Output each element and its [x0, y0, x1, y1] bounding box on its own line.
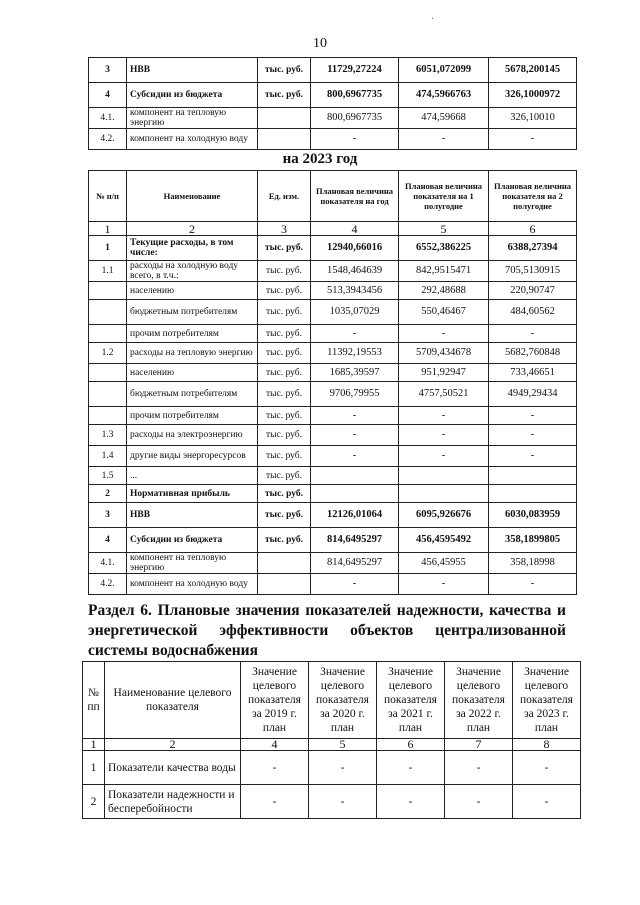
- row-number: 3: [89, 58, 127, 83]
- row-name: населению: [127, 282, 258, 300]
- row-number: 2: [89, 485, 127, 503]
- row-unit: [258, 553, 311, 574]
- header-year: Плановая величина показателя на год: [311, 171, 399, 222]
- indicator-value: -: [377, 785, 445, 819]
- value-year: 1035,07029: [311, 300, 399, 325]
- value-year: 12126,01064: [311, 503, 399, 528]
- row-name: компонент на холодную воду: [127, 574, 258, 595]
- value-half2: -: [489, 446, 577, 467]
- header-unit: Ед. изм.: [258, 171, 311, 222]
- row-unit: тыс. руб.: [258, 282, 311, 300]
- value-year: 1548,464639: [311, 261, 399, 282]
- header-2020: Значение целевого показателя за 2020 г. план: [309, 662, 377, 739]
- indicator-name: Показатели качества воды: [105, 751, 241, 785]
- value-half1: 842,9515471: [399, 261, 489, 282]
- table-row: [89, 503, 577, 528]
- row-name: другие виды энергоресурсов: [127, 446, 258, 467]
- indicator-value: -: [241, 785, 309, 819]
- value-half1: 5709,434678: [399, 343, 489, 364]
- header-2019: Значение целевого показателя за 2019 г. план: [241, 662, 309, 739]
- col-number: 6: [489, 222, 577, 236]
- row-unit: тыс. руб.: [258, 382, 311, 407]
- col-number: 4: [241, 739, 309, 751]
- row-unit: тыс. руб.: [258, 343, 311, 364]
- row-name: НВВ: [127, 503, 258, 528]
- scan-speck: ·: [431, 14, 435, 25]
- table-row: [89, 343, 577, 364]
- row-unit: тыс. руб.: [258, 236, 311, 261]
- value-year: -: [311, 407, 399, 425]
- value-half2: 326,1000972: [489, 83, 577, 108]
- indicator-value: -: [377, 751, 445, 785]
- row-name: Субсидии из бюджета: [127, 528, 258, 553]
- value-half1: 474,59668: [399, 108, 489, 129]
- value-half2: 4949,29434: [489, 382, 577, 407]
- value-half1: 456,45955: [399, 553, 489, 574]
- value-half1: -: [399, 129, 489, 150]
- row-number: 1: [83, 751, 105, 785]
- value-half2: 6388,27394: [489, 236, 577, 261]
- value-year: 513,3943456: [311, 282, 399, 300]
- table-row: [89, 129, 577, 150]
- row-number: 1.5: [89, 467, 127, 485]
- value-half1: [399, 467, 489, 485]
- row-number: 4.1.: [89, 553, 127, 574]
- value-half1: 550,46467: [399, 300, 489, 325]
- table-row: [89, 108, 577, 129]
- table-row: [89, 382, 577, 407]
- header-2023: Значение целевого показателя за 2023 г. план: [513, 662, 581, 739]
- value-half1: 6095,926676: [399, 503, 489, 528]
- table-row: [89, 528, 577, 553]
- value-half1: 951,92947: [399, 364, 489, 382]
- indicator-value: -: [445, 751, 513, 785]
- table-row: [89, 485, 577, 503]
- row-name: прочим потребителям: [127, 325, 258, 343]
- row-name: прочим потребителям: [127, 407, 258, 425]
- row-number: 1: [89, 236, 127, 261]
- value-half2: 220,90747: [489, 282, 577, 300]
- value-year: -: [311, 574, 399, 595]
- row-name: бюджетным потребителям: [127, 382, 258, 407]
- value-year: 800,6967735: [311, 83, 399, 108]
- value-year: -: [311, 425, 399, 446]
- header-half2: Плановая величина показателя на 2 полугодие: [489, 171, 577, 222]
- table-row: [89, 236, 577, 261]
- page-number: 10: [313, 36, 327, 51]
- table-row: [89, 574, 577, 595]
- value-half2: 733,46651: [489, 364, 577, 382]
- section-6-title: Раздел 6. Плановые значения показателей надежности, качества и энергетической эффективности объектов централизованной системы водоснабжения: [88, 602, 566, 659]
- row-name: Текущие расходы, в том числе:: [127, 236, 258, 261]
- row-name: расходы на тепловую энергию: [127, 343, 258, 364]
- row-number: [89, 382, 127, 407]
- value-half2: 5682,760848: [489, 343, 577, 364]
- col-number: 5: [309, 739, 377, 751]
- budget-table-2022-tail: [88, 57, 577, 150]
- row-name: расходы на электроэнергию: [127, 425, 258, 446]
- row-number: 1.2: [89, 343, 127, 364]
- indicators-table: [82, 661, 581, 819]
- year-heading: на 2023 год: [282, 151, 358, 167]
- value-year: 814,6495297: [311, 553, 399, 574]
- value-half2: 705,5130915: [489, 261, 577, 282]
- header-name: Наименование: [127, 171, 258, 222]
- value-half2: 6030,083959: [489, 503, 577, 528]
- row-name: бюджетным потребителям: [127, 300, 258, 325]
- row-name: компонент на тепловую энергию: [127, 108, 258, 129]
- col-number: 3: [258, 222, 311, 236]
- value-half2: [489, 467, 577, 485]
- value-half2: 5678,200145: [489, 58, 577, 83]
- value-half1: 292,48688: [399, 282, 489, 300]
- indicator-value: -: [309, 751, 377, 785]
- header-num: № пп: [83, 662, 105, 739]
- header-half1: Плановая величина показателя на 1 полугодие: [399, 171, 489, 222]
- row-unit: тыс. руб.: [258, 58, 311, 83]
- col-number: 7: [445, 739, 513, 751]
- row-number: 4: [89, 528, 127, 553]
- value-half1: 6552,386225: [399, 236, 489, 261]
- row-unit: тыс. руб.: [258, 503, 311, 528]
- value-year: 1685,39597: [311, 364, 399, 382]
- indicator-row: [83, 751, 581, 785]
- value-half1: 474,5966763: [399, 83, 489, 108]
- value-year: -: [311, 129, 399, 150]
- row-unit: [258, 129, 311, 150]
- row-number: 1.1: [89, 261, 127, 282]
- table-row: [89, 425, 577, 446]
- value-half1: -: [399, 325, 489, 343]
- header-num: № п/п: [89, 171, 127, 222]
- header-2022: Значение целевого показателя за 2022 г. план: [445, 662, 513, 739]
- row-unit: [258, 574, 311, 595]
- indicator-value: -: [513, 785, 581, 819]
- row-number: 4: [89, 83, 127, 108]
- value-year: 12940,66016: [311, 236, 399, 261]
- header-row: [89, 171, 577, 222]
- value-half2: -: [489, 325, 577, 343]
- indicator-value: -: [309, 785, 377, 819]
- row-unit: тыс. руб.: [258, 485, 311, 503]
- value-half1: -: [399, 446, 489, 467]
- row-name: расходы на холодную воду всего, в т.ч.:: [127, 261, 258, 282]
- row-number: 4.1.: [89, 108, 127, 129]
- row-number: 1.4: [89, 446, 127, 467]
- value-year: 11729,27224: [311, 58, 399, 83]
- col-number: 4: [311, 222, 399, 236]
- row-number: [89, 325, 127, 343]
- value-year: 9706,79955: [311, 382, 399, 407]
- row-name: компонент на тепловую энергию: [127, 553, 258, 574]
- row-number: [89, 282, 127, 300]
- row-unit: тыс. руб.: [258, 83, 311, 108]
- value-half1: [399, 485, 489, 503]
- value-half1: -: [399, 407, 489, 425]
- row-unit: тыс. руб.: [258, 425, 311, 446]
- indicators-column-numbers: [83, 739, 581, 751]
- col-number: 5: [399, 222, 489, 236]
- value-half1: 456,4595492: [399, 528, 489, 553]
- budget-table-2023: [88, 170, 577, 595]
- value-year: 800,6967735: [311, 108, 399, 129]
- row-name: Нормативная прибыль: [127, 485, 258, 503]
- table-row: [89, 553, 577, 574]
- row-number: [89, 364, 127, 382]
- row-unit: тыс. руб.: [258, 364, 311, 382]
- value-half1: -: [399, 425, 489, 446]
- header-2021: Значение целевого показателя за 2021 г. план: [377, 662, 445, 739]
- row-number: 4.2.: [89, 129, 127, 150]
- row-number: [89, 407, 127, 425]
- row-unit: [258, 108, 311, 129]
- row-unit: тыс. руб.: [258, 325, 311, 343]
- table-row: [89, 83, 577, 108]
- indicator-value: -: [513, 751, 581, 785]
- table-row: [89, 446, 577, 467]
- col-number: 8: [513, 739, 581, 751]
- value-year: 11392,19553: [311, 343, 399, 364]
- row-number: 2: [83, 785, 105, 819]
- table-row: [89, 407, 577, 425]
- indicator-value: -: [445, 785, 513, 819]
- row-unit: тыс. руб.: [258, 300, 311, 325]
- row-unit: тыс. руб.: [258, 446, 311, 467]
- row-unit: тыс. руб.: [258, 407, 311, 425]
- table-row: [89, 300, 577, 325]
- row-name: Субсидии из бюджета: [127, 83, 258, 108]
- value-half2: -: [489, 129, 577, 150]
- value-year: [311, 467, 399, 485]
- indicators-header-row: [83, 662, 581, 739]
- value-half2: 358,18998: [489, 553, 577, 574]
- row-name: компонент на холодную воду: [127, 129, 258, 150]
- indicator-row: [83, 785, 581, 819]
- row-name: НВВ: [127, 58, 258, 83]
- value-half2: [489, 485, 577, 503]
- col-number: 2: [127, 222, 258, 236]
- column-numbers-row: [89, 222, 577, 236]
- row-unit: тыс. руб.: [258, 261, 311, 282]
- col-number: 2: [105, 739, 241, 751]
- value-half2: -: [489, 407, 577, 425]
- row-name: населению: [127, 364, 258, 382]
- indicator-value: -: [241, 751, 309, 785]
- value-year: [311, 485, 399, 503]
- row-unit: тыс. руб.: [258, 528, 311, 553]
- value-half2: 484,60562: [489, 300, 577, 325]
- value-year: -: [311, 325, 399, 343]
- value-half2: 358,1899805: [489, 528, 577, 553]
- value-half1: 6051,072099: [399, 58, 489, 83]
- value-half1: -: [399, 574, 489, 595]
- indicator-name: Показатели надежности и бесперебойности: [105, 785, 241, 819]
- value-half1: 4757,50521: [399, 382, 489, 407]
- value-year: 814,6495297: [311, 528, 399, 553]
- table-row: [89, 261, 577, 282]
- row-number: 3: [89, 503, 127, 528]
- row-number: [89, 300, 127, 325]
- table-row: [89, 364, 577, 382]
- row-unit: тыс. руб.: [258, 467, 311, 485]
- table-row: [89, 467, 577, 485]
- table-row: [89, 325, 577, 343]
- table-row: [89, 58, 577, 83]
- value-half2: -: [489, 574, 577, 595]
- col-number: 6: [377, 739, 445, 751]
- table-row: [89, 282, 577, 300]
- row-name: ...: [127, 467, 258, 485]
- value-half2: -: [489, 425, 577, 446]
- col-number: 1: [83, 739, 105, 751]
- row-number: 4.2.: [89, 574, 127, 595]
- col-number: 1: [89, 222, 127, 236]
- row-number: 1.3: [89, 425, 127, 446]
- value-half2: 326,10010: [489, 108, 577, 129]
- header-name: Наименование целевого показателя: [105, 662, 241, 739]
- value-year: -: [311, 446, 399, 467]
